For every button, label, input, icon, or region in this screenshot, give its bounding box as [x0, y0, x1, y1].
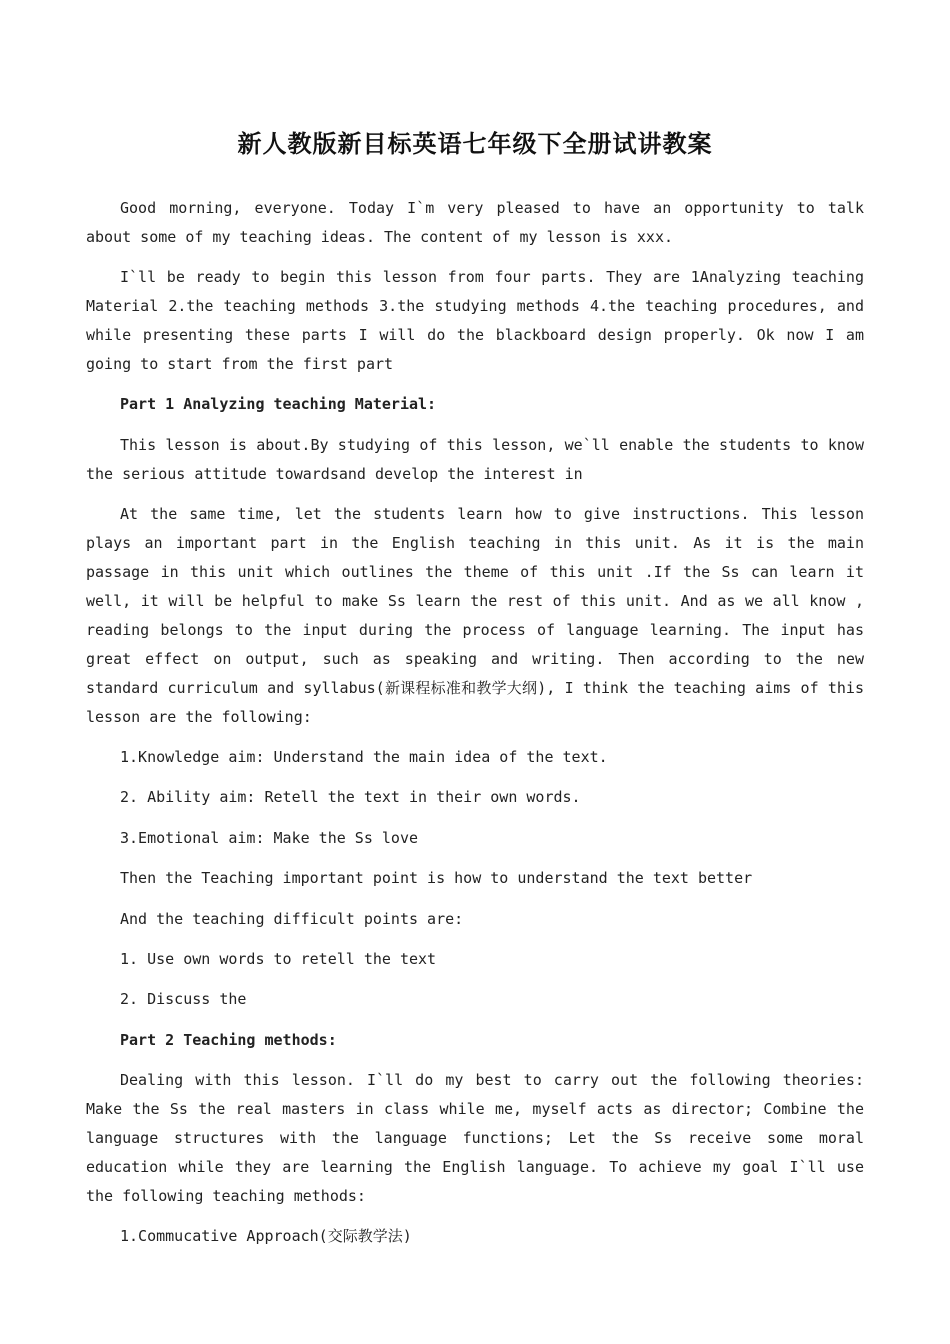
difficult-point-item-2: 2. Discuss the — [120, 990, 247, 1009]
aim-item-ability: 2. Ability aim: Retell the text in their own words. — [120, 788, 581, 807]
intro-paragraph: Good morning, everyone. Today I`m very pleased to have an opportunity to talk about some of my teaching ideas. The content of my lesson is xxx. — [86, 199, 864, 246]
parts-overview-paragraph: I`ll be ready to begin this lesson from four parts. They are 1Analyzing teaching Material 2.the teaching methods 3.the studying methods 4.the teaching procedures, and while presenting these parts I will do the blackboard design properly. Ok now I am going to start from the first part — [86, 268, 864, 374]
aim-item-knowledge: 1.Knowledge aim: Understand the main idea of the text. — [120, 747, 608, 766]
important-point-line: Then the Teaching important point is how to understand the text better — [120, 869, 753, 888]
aim-item-emotional: 3.Emotional aim: Make the Ss love — [120, 828, 419, 847]
lesson-importance-paragraph: At the same time, let the students learn how to give instructions. This lesson plays an important part in the English teaching in this unit. As it is the main passage in this unit which outlines the theme of this unit .If the Ss can learn it well, it will be helpful to make Ss learn the rest of this unit. And as we all know , reading belongs to the input during the process of language learning. The input has great effect on output, such as speaking and writing. Then according to the new standard curriculum and syllabus(新课程标准和教学大纲), I think the teaching aims of this lesson are the following: — [86, 505, 864, 726]
document-body — [86, 194, 864, 1263]
section-heading-part2: Part 2 Teaching methods: — [120, 1030, 337, 1049]
difficult-point-item-1: 1. Use own words to retell the text — [120, 949, 437, 968]
lesson-about-paragraph: This lesson is about.By studying of this lesson, we`ll enable the students to know the serious attitude towardsand develop the interest in — [86, 435, 864, 483]
method-item-1: 1.Commucative Approach(交际教学法) — [120, 1227, 412, 1246]
document-title: 新人教版新目标英语七年级下全册试讲教案 — [237, 129, 713, 158]
methods-paragraph: Dealing with this lesson. I`ll do my best to carry out the following theories: Make the Ss the real masters in class while me, myself acts as director; Combine the language structures with the language functions; Let the Ss receive some moral education while they are learning the English language. To achieve my goal I`ll use the following teaching methods: — [86, 1071, 864, 1205]
difficult-points-line: And the teaching difficult points are: — [120, 909, 464, 928]
section-heading-part1: Part 1 Analyzing teaching Material: — [120, 395, 437, 414]
